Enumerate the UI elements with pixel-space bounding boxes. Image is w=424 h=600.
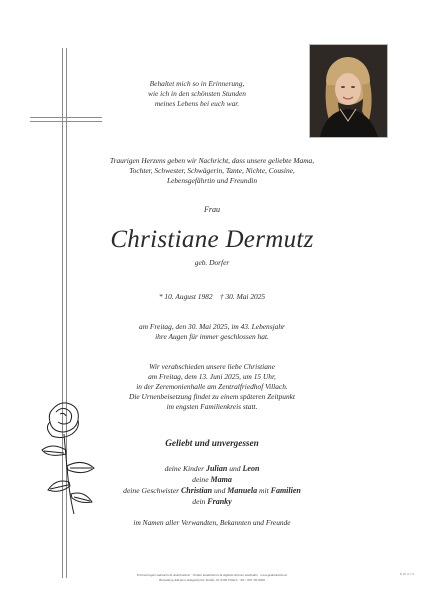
funeral-line: in der Zeremonienhalle am Zentralfriedhof Villach. [136,382,288,391]
footer-line: Bestattung Kärnten, Klagenfurter Straße 10, 9500 Villach · Tel.: 050 /99 9999 [159,578,265,582]
mourners-siblings: deine Geschwister Christian und Manuela mit Familien [123,486,301,495]
memorial-quote [112,79,282,109]
announcement [0,156,424,186]
death-notice [0,322,424,342]
corner-code: B-20 HT-N [399,572,414,576]
life-dates: * 10. August 1982 † 30. Mai 2025 [158,292,266,301]
title-prefix: Frau [204,205,220,214]
funeral-line: im engsten Familienkreis statt. [166,402,258,411]
mourners-partner: dein Franky [192,497,232,506]
mourners-closing: im Namen aller Verwandten, Bekannten und Freunde [133,518,291,527]
deceased-name: Christiane Dermutz [110,226,314,253]
quote-line: meines Lebens bei euch war. [154,99,240,108]
funeral-line: Die Urnenbeisetzung findet zu einem späteren Zeitpunkt [129,392,295,401]
born-name: geb. Dorfer [194,258,230,267]
mourners-list [0,463,424,507]
quote-line: wie ich in den schönsten Stunden [148,89,246,98]
announcement-line: Tochter, Schwester, Schwägerin, Tante, Nichte, Cousine, [129,166,295,175]
funeral-line: am Freitag, dem 13. Juni 2025, um 15 Uhr, [148,372,276,381]
funeral-line: Wir verabschieden unsere liebe Christiane [149,362,275,371]
death-notice-line: ihre Augen für immer geschlossen hat. [155,332,269,341]
announcement-line: Lebensgefährtin und Freundin [166,176,258,185]
announcement-line: Traurigen Herzens geben wir Nachricht, dass unsere geliebte Mama, [109,156,315,165]
footer-line: Erinnerungen sammeln & Anteilnahme · Online kondolieren & digitale Kerzen anzünden · www.gedenkseite.at [136,573,288,577]
mourners-mother: deine Mama [192,475,232,484]
quote-line: Behaltet mich so in Erinnerung, [149,79,245,88]
portrait-photo [309,44,388,138]
portrait-image [310,45,387,137]
footer [0,573,424,583]
mourners-heading: Geliebt und unvergessen [165,438,259,448]
mourners-kids: deine Kinder Julian und Leon [164,464,260,473]
death-notice-line: am Freitag, den 30. Mai 2025, im 43. Lebensjahr [139,322,285,331]
